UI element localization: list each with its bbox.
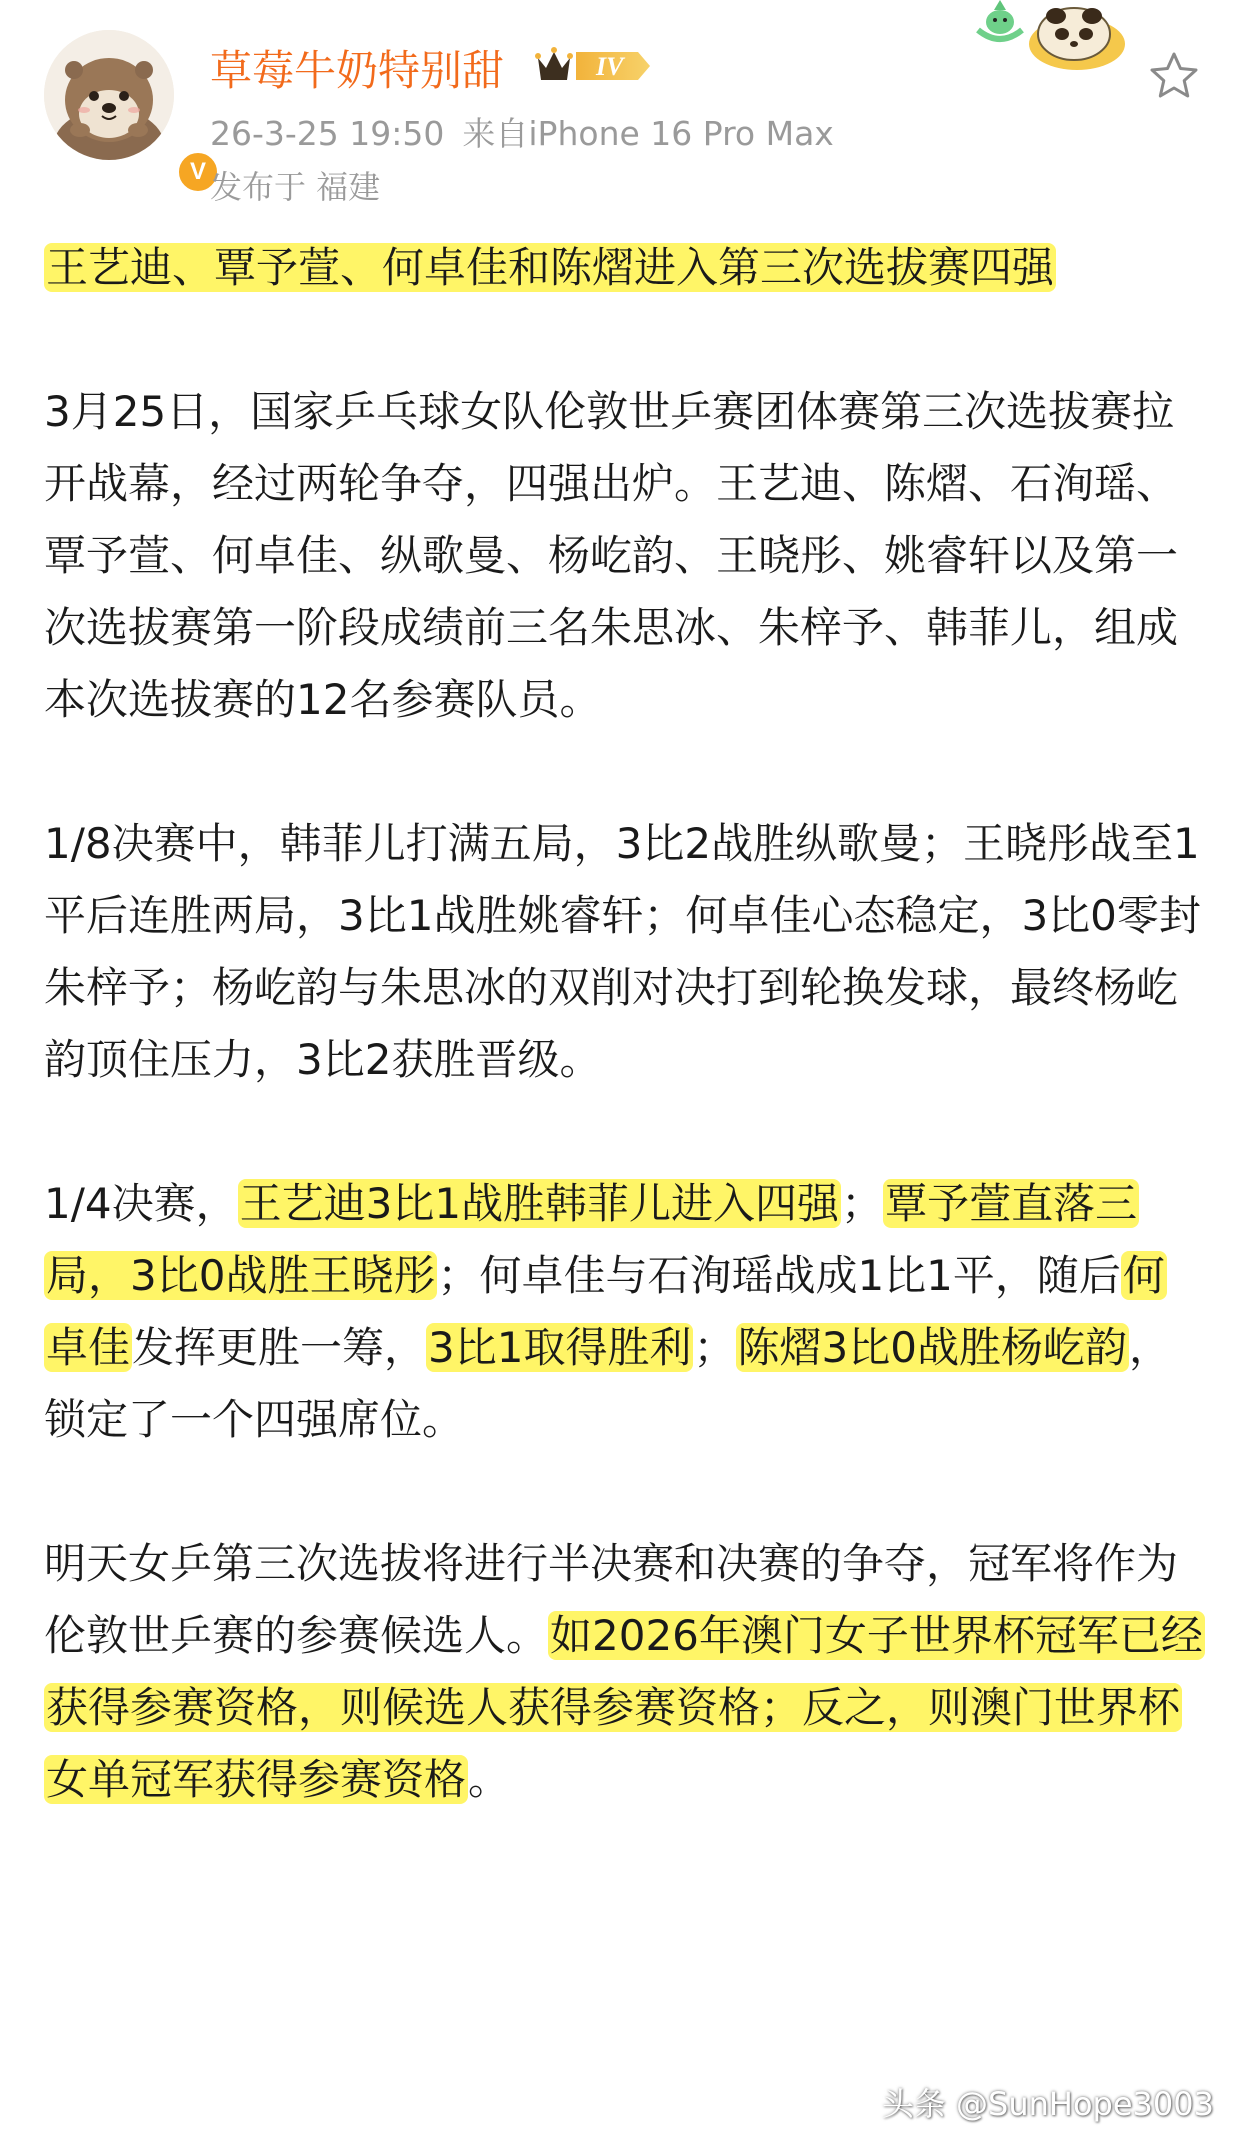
author-name[interactable]: 草莓牛奶特别甜 — [210, 46, 505, 95]
star-outline-icon[interactable] — [1148, 50, 1200, 102]
post-body — [44, 232, 1204, 1888]
crown-level-badge-icon[interactable] — [534, 44, 652, 88]
level-label: IV — [596, 52, 624, 81]
paragraph-text: 。 — [468, 1755, 511, 1804]
paragraph-text: 1/8决赛中，韩菲儿打满五局，3比2战胜纵歌曼；王晓彤战至1平后连胜两局，3比1战胜姚睿轩；何卓佳心态稳定，3比0零封朱梓予；杨屹韵与朱思冰的双削对决打到轮换发球，最终杨屹韵顶住压力，3比2获胜晋级。 — [44, 819, 1201, 1084]
highlighted-text: 覃予萱直落三局，3比0战胜王晓彤 — [46, 1179, 1138, 1300]
cartoon-sticker-icon — [972, 0, 1132, 80]
paragraph-text: ； — [841, 1179, 884, 1228]
highlighted-text: 王艺迪、覃予萱、何卓佳和陈熠进入第三次选拔赛四强 — [46, 243, 1055, 292]
article-paragraph-outlook — [44, 1528, 1204, 1816]
highlighted-text: 如2026年澳门女子世界杯冠军已经获得参赛资格，则候选人获得参赛资格；反之，则澳门世界杯女单冠军获得参赛资格 — [46, 1611, 1203, 1804]
article-paragraph-intro — [44, 376, 1204, 736]
article-paragraph-round-of-16 — [44, 808, 1204, 1096]
highlighted-text: 何卓佳 — [46, 1251, 1165, 1372]
paragraph-text: 明天女乒第三次选拔将进行半决赛和决赛的争夺，冠军将作为伦敦世乒赛的参赛候选人。 — [44, 1539, 1179, 1660]
verified-badge: V — [176, 150, 220, 194]
post-location: 发布于 福建 — [210, 168, 381, 206]
highlighted-text: 3比1取得胜利 — [428, 1323, 692, 1372]
post-timestamp: 26-3-25 19:50 — [210, 114, 445, 153]
paragraph-text: 1/4决赛， — [44, 1179, 238, 1228]
article-headline — [44, 232, 1204, 304]
post-header — [0, 0, 1242, 206]
highlighted-text: 王艺迪3比1战胜韩菲儿进入四强 — [239, 1179, 840, 1228]
post-meta — [210, 108, 834, 155]
otter-avatar-icon — [44, 30, 174, 160]
paragraph-text: 3月25日，国家乒乓球女队伦敦世乒赛团体赛第三次选拔赛拉开战幕，经过两轮争夺，四强出炉。王艺迪、陈熠、石洵瑶、覃予萱、何卓佳、纵歌曼、杨屹韵、王晓彤、姚睿轩以及第一次选拔赛第一阶段成绩前三名朱思冰、朱梓予、韩菲儿，组成本次选拔赛的12名参赛队员。 — [44, 387, 1179, 724]
paragraph-text: ； — [693, 1323, 736, 1372]
post-source: 来自iPhone 16 Pro Max — [462, 114, 834, 153]
article-paragraph-quarterfinal — [44, 1168, 1204, 1456]
author-avatar[interactable] — [44, 30, 206, 185]
toutiao-watermark: 头条 @SunHope3003 — [881, 2085, 1214, 2123]
highlighted-text: 陈熠3比0战胜杨屹韵 — [737, 1323, 1127, 1372]
paragraph-text: ，锁定了一个四强席位。 — [44, 1323, 1171, 1444]
paragraph-text: ；何卓佳与石洵瑶战成1比1平，随后 — [437, 1251, 1121, 1300]
paragraph-text: 发挥更胜一筹， — [132, 1323, 427, 1372]
